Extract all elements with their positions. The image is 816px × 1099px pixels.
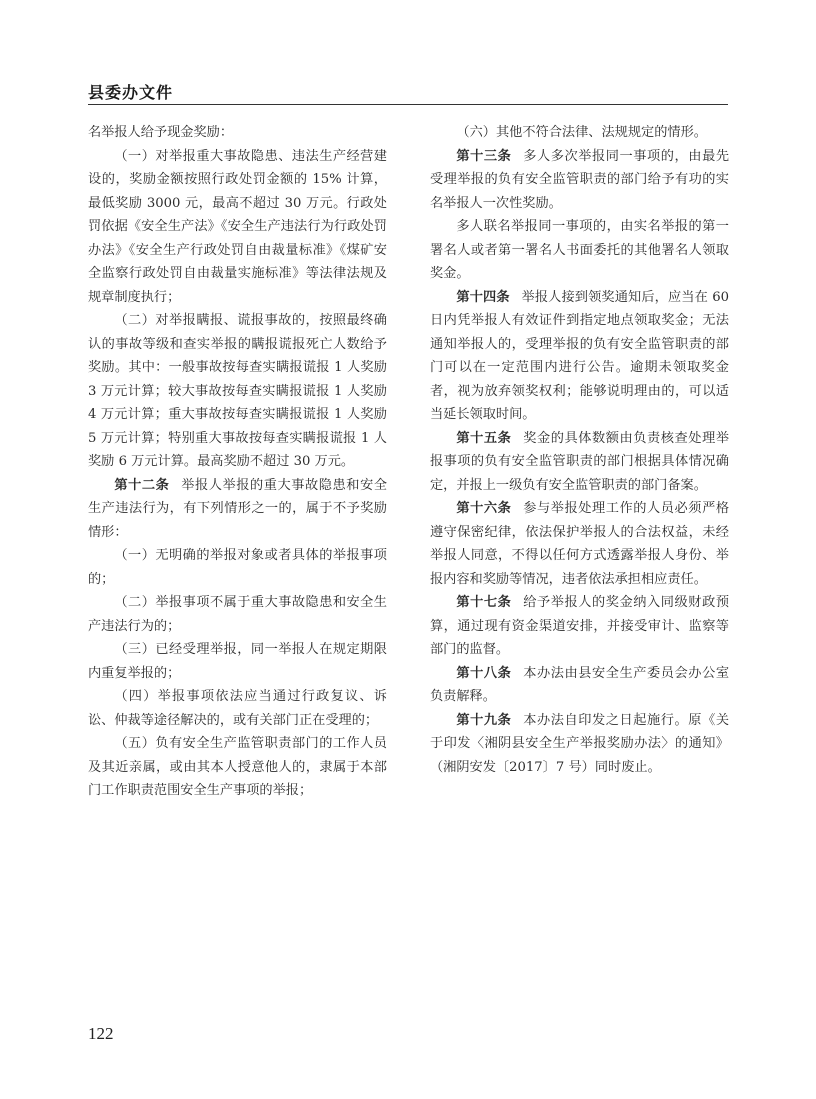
paragraph-text: （六）其他不符合法律、法规规定的情形。: [456, 125, 707, 140]
paragraph: [88, 544, 387, 591]
paragraph-text: 举报人接到领奖通知后，应当在 60 日内凭举报人有效证件到指定地点领取奖金；无法通知举报人的，受理举报的负有安全监管职责的部门可以在一定范围内进行公告。逾期未领取奖金者，视为放弃领奖权利；能够说明理由的，可以适当延长领取时间。: [430, 289, 729, 422]
paragraph: [88, 145, 387, 310]
paragraph-text: （五）负有安全生产监管职责部门的工作人员及其近亲属，或由其本人授意他人的，隶属于本部门工作职责范围安全生产事项的举报；: [88, 736, 387, 798]
paragraph-text: 名举报人给予现金奖励：: [88, 125, 234, 140]
paragraph: [430, 427, 729, 498]
paragraph: [88, 638, 387, 685]
paragraph-text: 多人联名举报同一事项的，由实名举报的第一署名人或者第一署名人书面委托的其他署名人领取奖金。: [430, 219, 729, 281]
article-number: 第十二条: [114, 477, 170, 493]
paragraph-text: （二）对举报瞒报、谎报事故的，按照最终确认的事故等级和查实举报的瞒报谎报死亡人数给予奖励。其中：一般事故按每查实瞒报谎报 1 人奖励 3 万元计算；较大事故按每查实瞒报谎报 1 人奖励 4 万元计算；重大事故按每查实瞒报谎报 1 人奖励 5 万元计算；特别重大事故按每查实瞒报谎报 1 人奖励 6 万元计算。最高奖励不超过 30 万元。: [88, 313, 387, 469]
paragraph: [430, 215, 729, 286]
paragraph: [430, 497, 729, 591]
paragraph-text: 奖金的具体数额由负责核查处理举报事项的负有安全监管职责的部门根据具体情况确定，并报上一级负有安全监管职责的部门备案。: [430, 430, 730, 493]
paragraph: [88, 591, 387, 638]
paragraph: [88, 732, 387, 803]
paragraph-text: 举报人举报的重大事故隐患和安全生产违法行为，有下列情形之一的，属于不予奖励情形：: [88, 477, 388, 540]
paragraph: [430, 591, 729, 662]
paragraph: [430, 121, 729, 145]
paragraph-text: 本办法由县安全生产委员会办公室负责解释。: [430, 665, 730, 704]
paragraph-text: （三）已经受理举报，同一举报人在规定期限内重复举报的；: [88, 642, 387, 681]
paragraph-text: 参与举报处理工作的人员必须严格遵守保密纪律，依法保护举报人的合法权益，未经举报人同意，不得以任何方式透露举报人身份、举报内容和奖励等情况，违者依法承担相应责任。: [430, 501, 730, 587]
running-header: 县委办文件: [88, 83, 174, 102]
paragraph: [88, 685, 387, 732]
paragraph: [430, 145, 729, 216]
article-number: 第十九条: [456, 712, 512, 728]
paragraph-text: 本办法自印发之日起施行。原《关于印发〈湘阴县安全生产举报奖励办法〉的通知》（湘阴安发〔2017〕7 号）同时废止。: [430, 712, 730, 775]
article-number: 第十六条: [456, 501, 512, 516]
paragraph-text: 给予举报人的奖金纳入同级财政预算，通过现有资金渠道安排，并接受审计、监察等部门的监督。: [430, 595, 730, 657]
paragraph: [88, 474, 387, 545]
paragraph: [430, 662, 729, 709]
paragraph: [430, 286, 729, 427]
paragraph-text: （四）举报事项依法应当通过行政复议、诉讼、仲裁等途径解决的，或有关部门正在受理的；: [88, 689, 387, 728]
paragraph-text: 多人多次举报同一事项的，由最先受理举报的负有安全监管职责的部门给予有功的实名举报人一次性奖励。: [430, 148, 730, 211]
paragraph: [88, 309, 387, 474]
paragraph: [88, 121, 387, 145]
header-divider: [88, 104, 728, 105]
paragraph-text: （一）对举报重大事故隐患、违法生产经营建设的，奖励金额按照行政处罚金额的 15% 计算，最低奖励 3000 元，最高不超过 30 万元。行政处罚依据《安全生产法》《安全生产违法行为行政处罚办法》《安全生产行政处罚自由裁量标准》《煤矿安全监察行政处罚自由裁量实施标准》等法律法规及规章制度执行；: [88, 148, 387, 305]
article-number: 第十五条: [456, 430, 512, 446]
article-number: 第十三条: [456, 148, 512, 164]
article-number: 第十七条: [456, 595, 512, 610]
article-number: 第十八条: [456, 665, 512, 681]
right-column: [430, 121, 729, 779]
article-number: 第十四条: [456, 289, 510, 305]
paragraph-text: （二）举报事项不属于重大事故隐患和安全生产违法行为的；: [88, 595, 387, 634]
page-number: 122: [88, 1024, 114, 1043]
left-column: [88, 121, 387, 803]
paragraph: [430, 709, 729, 780]
paragraph-text: （一）无明确的举报对象或者具体的举报事项的；: [88, 548, 387, 587]
